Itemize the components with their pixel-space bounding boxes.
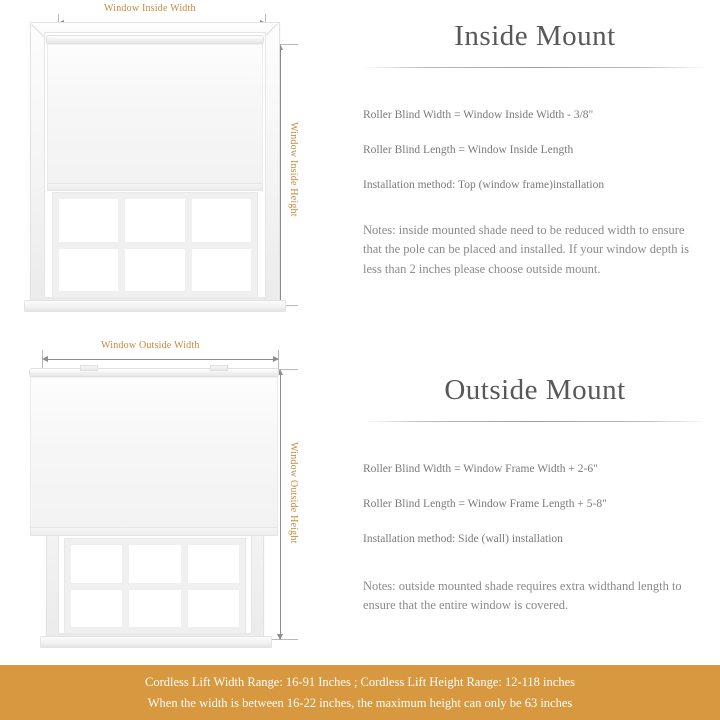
outside-spec-width: Roller Blind Width = Window Frame Width + 2-6" [363, 463, 598, 475]
roller-shade-hem-bar [47, 183, 263, 191]
roller-shade-fabric [47, 40, 263, 190]
inside-height-dimension-label: Window Inside Height [288, 122, 299, 217]
outside-mount-notes: Notes: outside mounted shade requires extra widthand length to ensure that the entire window is covered. [363, 578, 682, 613]
inside-spec-installation: Installation method: Top (window frame)installation [363, 178, 605, 191]
inside-height-dimension-line [280, 46, 281, 305]
inside-mount-divider [362, 67, 708, 68]
roller-shade-bracket-right [210, 365, 228, 371]
outside-height-dimension-label: Window Outside Height [288, 442, 299, 544]
banner-line-1: Cordless Lift Width Range: 16-91 Inches ; Cordless Lift Height Range: 12-118 inches [145, 674, 575, 689]
inside-spec-width: Roller Blind Width = Window Inside Width - 3/8" [363, 109, 594, 121]
outside-width-dimension-label: Window Outside Width [101, 340, 200, 351]
window-pane [128, 589, 181, 629]
roller-shade-bracket-left [80, 365, 98, 371]
outside-spec-length: Roller Blind Length = Window Frame Length + 5-8" [363, 497, 607, 510]
outside-spec-installation: Installation method: Side (wall) installation [363, 532, 563, 545]
window-pane [70, 544, 123, 584]
roller-shade-tube [46, 35, 264, 44]
window-pane [191, 198, 252, 243]
roller-shade-fabric [30, 374, 278, 534]
inside-mount-text-column [350, 0, 720, 332]
window-pane [128, 544, 181, 584]
window-pane [124, 198, 185, 243]
window-pane [58, 198, 119, 243]
outside-height-dimension-line [280, 371, 281, 639]
inside-mount-diagram [0, 0, 350, 332]
outside-mount-diagram [0, 332, 350, 665]
inside-width-dimension-label: Window Inside Width [104, 3, 196, 14]
inside-spec-length: Roller Blind Length = Window Inside Length [363, 143, 574, 156]
inside-mount-heading: Inside Mount [454, 20, 616, 52]
outside-mount-text-column [350, 332, 720, 665]
window-pane [191, 248, 252, 293]
outside-mount-divider [362, 421, 708, 422]
inside-mount-notes: Notes: inside mounted shade need to be reduced width to ensure that the pole can be placed and installed. If your window depth is less than 2 inches please choose outside mount. [363, 222, 689, 276]
window-panes [52, 192, 258, 298]
banner-line-2: When the width is between 16-22 inches, the maximum height can only be 63 inches [147, 695, 573, 710]
outside-window-assembly [30, 362, 280, 647]
window-pane [124, 248, 185, 293]
roller-shade-hem-bar [30, 527, 278, 536]
inside-window-assembly [30, 22, 280, 312]
cordless-lift-range-banner [0, 665, 720, 720]
outside-width-dimension-line [44, 359, 278, 360]
window-sill [24, 300, 286, 312]
window-sill [40, 636, 272, 648]
roller-shade-tube [29, 368, 279, 377]
window-panes [64, 538, 246, 634]
outside-mount-heading: Outside Mount [444, 374, 626, 406]
window-pane [187, 544, 240, 584]
window-pane [187, 589, 240, 629]
window-pane [70, 589, 123, 629]
window-pane [58, 248, 119, 293]
